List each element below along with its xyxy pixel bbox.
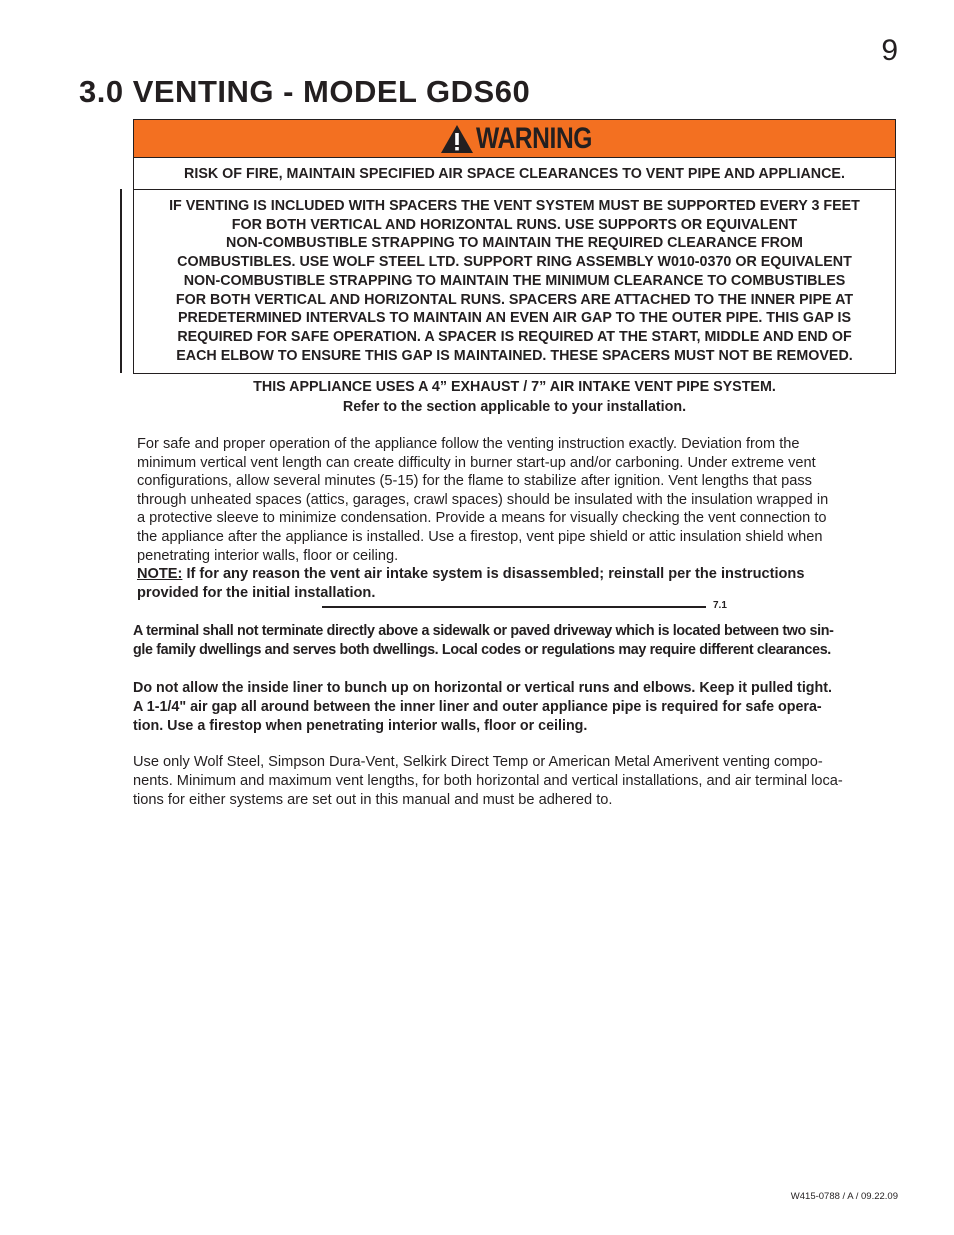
intro-line: a protective sleeve to minimize condensation. Provide a means for visually checking the vent connection to xyxy=(137,510,827,527)
intro-paragraph xyxy=(137,435,889,602)
warning-body-line: NON-COMBUSTIBLE STRAPPING TO MAINTAIN THE REQUIRED CLEARANCE FROM xyxy=(226,235,803,252)
vent-system-note xyxy=(133,377,896,417)
liner-paragraph xyxy=(133,679,899,736)
warning-body-line: REQUIRED FOR SAFE OPERATION. A SPACER IS REQUIRED AT THE START, MIDDLE AND END OF xyxy=(177,328,852,345)
intro-line: the appliance after the appliance is installed. Use a firestop, vent pipe shield or attic insulation shield when xyxy=(137,528,823,545)
terminal-line: gle family dwellings and serves both dwellings. Local codes or regulations may require different clearances. xyxy=(133,642,831,658)
warning-body-line: EACH ELBOW TO ENSURE THIS GAP IS MAINTAINED. THESE SPACERS MUST NOT BE REMOVED. xyxy=(176,347,853,364)
warning-box xyxy=(133,119,896,374)
intro-line: through unheated spaces (attics, garages, crawl spaces) should be insulated with the insulation wrapped in xyxy=(137,491,829,508)
components-line: Use only Wolf Steel, Simpson Dura-Vent, Selkirk Direct Temp or American Metal Amerivent venting compo- xyxy=(133,754,823,770)
note-label: NOTE: xyxy=(137,566,183,583)
page-title: 3.0 VENTING - MODEL GDS60 xyxy=(79,74,531,109)
revision-bar xyxy=(120,189,122,373)
warning-body-line: FOR BOTH VERTICAL AND HORIZONTAL RUNS. SPACERS ARE ATTACHED TO THE INNER PIPE AT xyxy=(175,291,854,308)
warning-body-line: FOR BOTH VERTICAL AND HORIZONTAL RUNS. USE SUPPORTS OR EQUIVALENT xyxy=(231,216,798,233)
warning-body-line: COMBUSTIBLES. USE WOLF STEEL LTD. SUPPORT RING ASSEMBLY W010-0370 OR EQUIVALENT xyxy=(177,254,852,271)
components-paragraph xyxy=(133,753,899,810)
note-line xyxy=(137,565,889,584)
warning-body-line: PREDETERMINED INTERVALS TO MAINTAIN AN EVEN AIR GAP TO THE OUTER PIPE. THIS GAP IS xyxy=(177,310,852,327)
warning-fire-risk: RISK OF FIRE, MAINTAIN SPECIFIED AIR SPACE CLEARANCES TO VENT PIPE AND APPLIANCE. xyxy=(134,158,895,190)
intro-line: minimum vertical vent length can create difficulty in burner start-up and/or carboning. Under extreme vent xyxy=(137,454,816,471)
warning-triangle-icon xyxy=(440,124,474,154)
warning-header xyxy=(134,120,895,158)
warning-body-line: NON-COMBUSTIBLE STRAPPING TO MAINTAIN THE MINIMUM CLEARANCE TO COMBUSTIBLES xyxy=(183,272,846,289)
note-line: provided for the initial installation. xyxy=(137,584,376,601)
section-ref: 7.1 xyxy=(713,600,727,611)
terminal-line: A terminal shall not terminate directly above a sidewalk or paved driveway which is located between two sin- xyxy=(133,623,834,639)
liner-line: Do not allow the inside liner to bunch up on horizontal or vertical runs and elbows. Keep it pulled tight. xyxy=(133,680,832,696)
vent-note-line: THIS APPLIANCE USES A 4” EXHAUST / 7” AIR INTAKE VENT PIPE SYSTEM. xyxy=(253,379,776,395)
section-rule xyxy=(322,606,706,608)
document-code: W415-0788 / A / 09.22.09 xyxy=(790,1191,898,1202)
vent-note-line: Refer to the section applicable to your installation. xyxy=(342,399,687,415)
intro-line: configurations, allow several minutes (5-15) for the flame to stabilize after ignition. Vent lengths that pass xyxy=(137,473,812,490)
intro-line: For safe and proper operation of the appliance follow the venting instruction exactly. Deviation from the xyxy=(137,436,800,452)
note-text: If for any reason the vent air intake system is disassembled; reinstall per the instructions xyxy=(182,566,805,583)
components-line: nents. Minimum and maximum vent lengths, for both horizontal and vertical installations, and air terminal loca- xyxy=(133,773,843,789)
liner-line: tion. Use a firestop when penetrating interior walls, floor or ceiling. xyxy=(133,718,588,734)
terminal-paragraph xyxy=(133,622,899,660)
page-number: 9 xyxy=(881,34,898,67)
warning-label: WARNING xyxy=(475,121,592,155)
components-line: tions for either systems are set out in this manual and must be adhered to. xyxy=(133,792,613,808)
warning-body xyxy=(134,190,895,365)
liner-line: A 1-1/4" air gap all around between the inner liner and outer appliance pipe is required for safe opera- xyxy=(133,699,822,715)
intro-line: penetrating interior walls, floor or ceiling. xyxy=(137,547,399,564)
warning-body-line: IF VENTING IS INCLUDED WITH SPACERS THE VENT SYSTEM MUST BE SUPPORTED EVERY 3 FEET xyxy=(169,198,860,214)
